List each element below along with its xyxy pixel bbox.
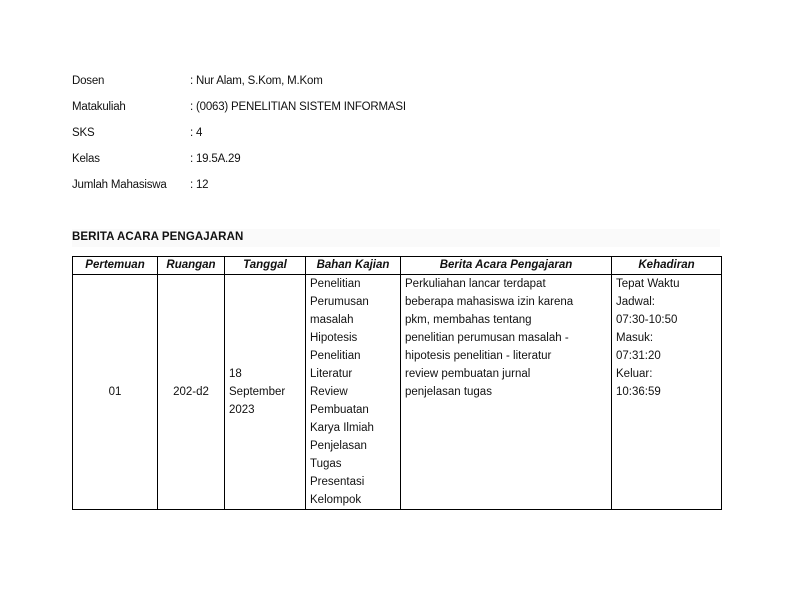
bahan-kajian-line: Literatur	[310, 368, 353, 380]
cell-kehadiran	[612, 275, 722, 510]
cell-berita-acara	[401, 275, 612, 510]
cell-pertemuan: 01	[73, 275, 158, 510]
column-header-ruangan: Ruangan	[158, 257, 225, 275]
bahan-kajian-line: Presentasi	[310, 476, 365, 488]
meta-label-dosen: Dosen	[72, 75, 105, 87]
berita-acara-line: penjelasan tugas	[405, 386, 492, 398]
table-header-row	[73, 257, 722, 275]
meta-value-kelas: : 19.5A.29	[190, 153, 241, 165]
column-header-tanggal: Tanggal	[225, 257, 306, 275]
kehadiran-keluar-value: 10:36:59	[616, 386, 661, 398]
tanggal-year: 2023	[229, 404, 255, 416]
meta-label-kelas: Kelas	[72, 153, 100, 165]
meta-label-sks: SKS	[72, 127, 95, 139]
bahan-kajian-line: Review	[310, 386, 348, 398]
column-header-berita-acara: Berita Acara Pengajaran	[401, 257, 612, 275]
kehadiran-masuk-value: 07:31:20	[616, 350, 661, 362]
berita-acara-line: review pembuatan jurnal	[405, 368, 531, 380]
meta-label-jumlah-mahasiswa: Jumlah Mahasiswa	[72, 179, 167, 191]
kehadiran-status: Tepat Waktu	[616, 278, 680, 290]
bahan-kajian-line: Tugas	[310, 458, 342, 470]
bahan-kajian-line: Perumusan	[310, 296, 369, 308]
bahan-kajian-line: Karya Ilmiah	[310, 422, 374, 434]
meta-value-dosen: : Nur Alam, S.Kom, M.Kom	[190, 75, 323, 87]
berita-acara-line: beberapa mahasiswa izin karena	[405, 296, 574, 308]
section-title: BERITA ACARA PENGAJARAN	[72, 231, 244, 243]
column-header-kehadiran: Kehadiran	[612, 257, 722, 275]
kehadiran-jadwal-value: 07:30-10:50	[616, 314, 678, 326]
meta-value-jumlah-mahasiswa: : 12	[190, 179, 209, 191]
berita-acara-table	[72, 256, 722, 510]
bahan-kajian-line: Penelitian	[310, 350, 361, 362]
bahan-kajian-line: Hipotesis	[310, 332, 358, 344]
kehadiran-jadwal-label: Jadwal:	[616, 296, 655, 308]
berita-acara-line: hipotesis penelitian - literatur	[405, 350, 552, 362]
berita-acara-line: penelitian perumusan masalah -	[405, 332, 569, 344]
bahan-kajian-line: Pembuatan	[310, 404, 369, 416]
kehadiran-masuk-label: Masuk:	[616, 332, 654, 344]
bahan-kajian-line: Penjelasan	[310, 440, 367, 452]
column-header-pertemuan: Pertemuan	[73, 257, 158, 275]
meta-value-matakuliah: : (0063) PENELITIAN SISTEM INFORMASI	[190, 101, 406, 113]
tanggal-month: September	[229, 386, 286, 398]
tanggal-day: 18	[229, 368, 242, 380]
column-header-bahan-kajian: Bahan Kajian	[306, 257, 401, 275]
berita-acara-line: Perkuliahan lancar terdapat	[405, 278, 546, 290]
cell-bahan-kajian	[306, 275, 401, 510]
cell-tanggal	[225, 275, 306, 510]
cell-ruangan: 202-d2	[158, 275, 225, 510]
kehadiran-keluar-label: Keluar:	[616, 368, 653, 380]
meta-label-matakuliah: Matakuliah	[72, 101, 126, 113]
bahan-kajian-line: Kelompok	[310, 494, 362, 506]
bahan-kajian-line: Penelitian	[310, 278, 361, 290]
berita-acara-line: pkm, membahas tentang	[405, 314, 532, 326]
table-row	[73, 275, 722, 510]
meta-value-sks: : 4	[190, 127, 203, 139]
bahan-kajian-line: masalah	[310, 314, 354, 326]
